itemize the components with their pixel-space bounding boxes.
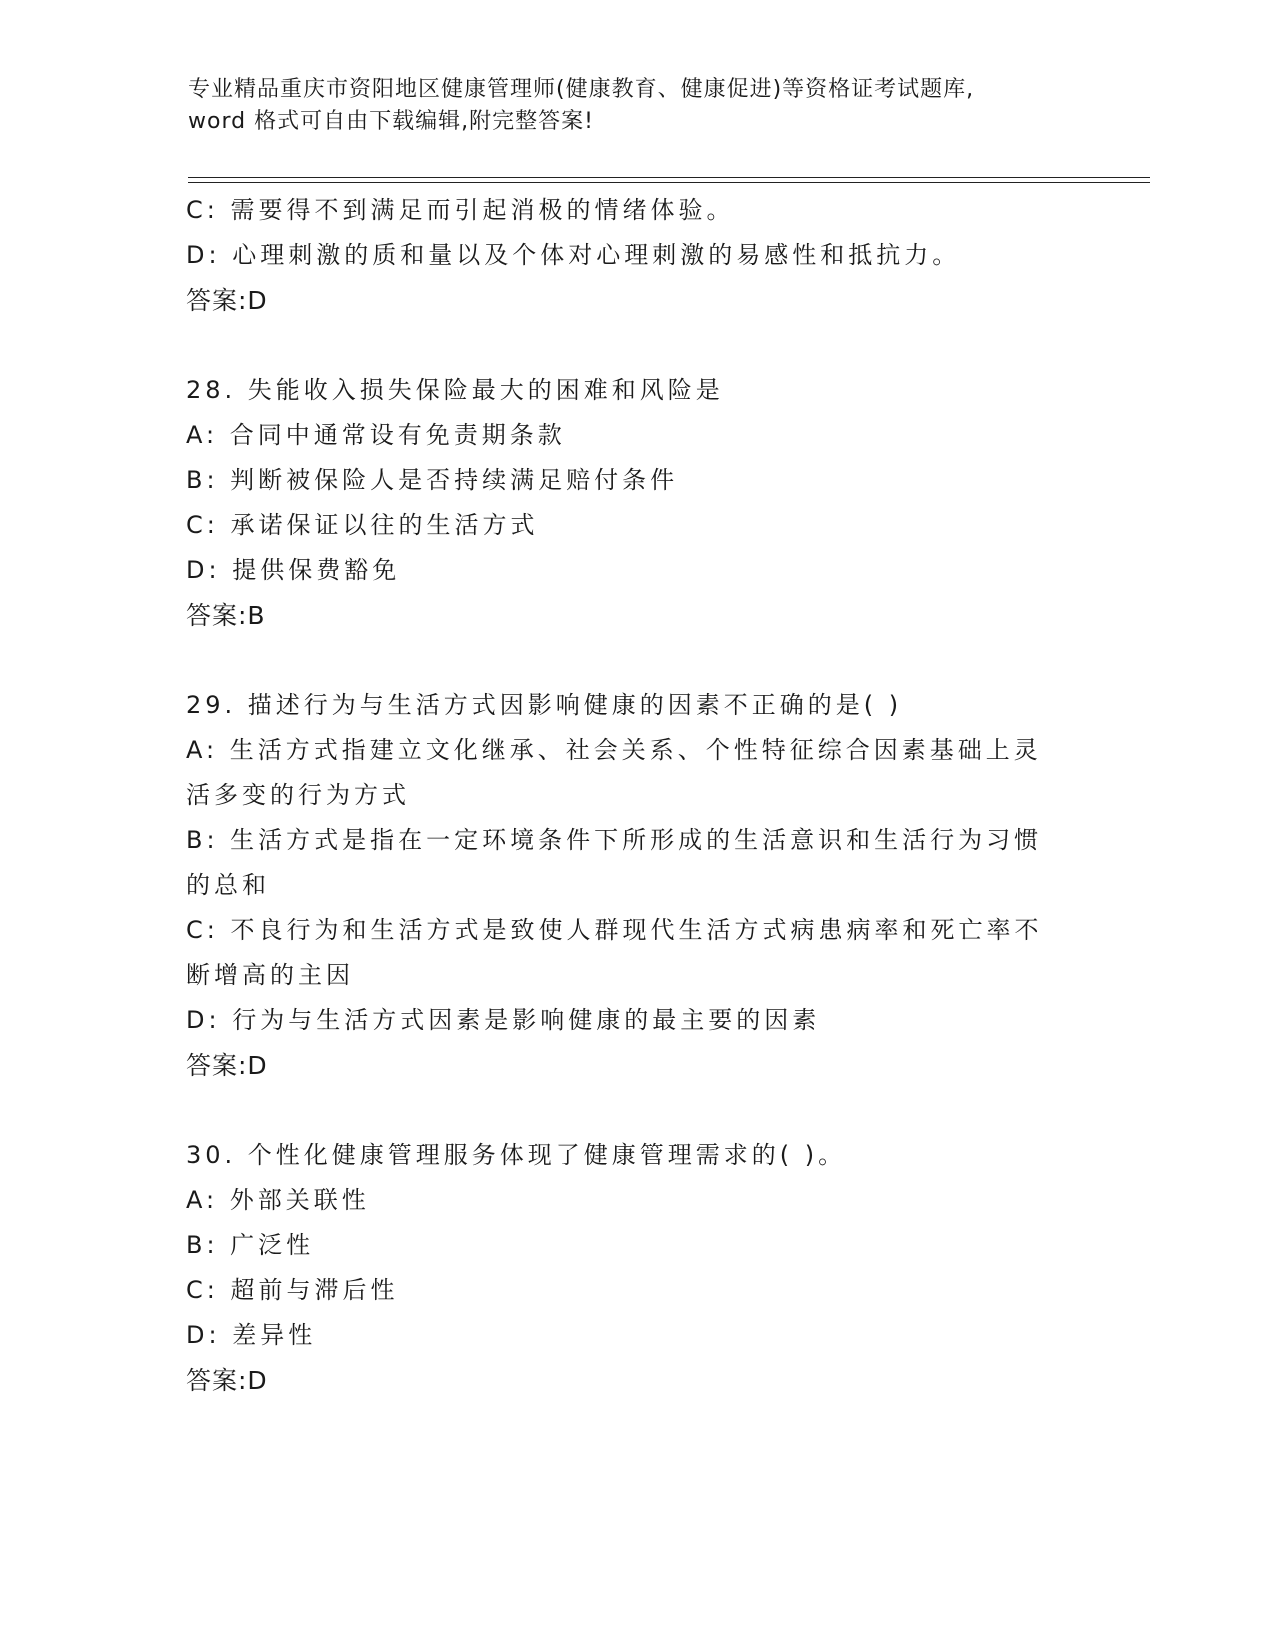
question-stem: 29. 描述行为与生活方式因影响健康的因素不正确的是( ) [186, 691, 903, 719]
spacer [186, 1088, 1086, 1133]
header-line-2: word 格式可自由下载编辑,附完整答案! [188, 109, 594, 134]
header-line-1: 专业精品重庆市资阳地区健康管理师(健康教育、健康促进)等资格证考试题库, [188, 77, 975, 102]
option-c: C: 不良行为和生活方式是致使人群现代生活方式病患病率和死亡率不断增高的主因 [186, 916, 1043, 989]
option-d: D: 行为与生活方式因素是影响健康的最主要的因素 [186, 1006, 821, 1034]
answer: 答案:D [186, 286, 268, 315]
option-a: A: 合同中通常设有免责期条款 [186, 421, 566, 449]
option-b: B: 广泛性 [186, 1231, 315, 1259]
question-stem: 28. 失能收入损失保险最大的困难和风险是 [186, 376, 724, 404]
header-divider-top [188, 177, 1150, 178]
option-d: D: 差异性 [186, 1321, 317, 1349]
answer: 答案:D [186, 1051, 268, 1080]
document-header [188, 74, 1088, 138]
answer: 答案:D [186, 1366, 268, 1395]
spacer [186, 323, 1086, 368]
question-stem: 30. 个性化健康管理服务体现了健康管理需求的( )。 [186, 1141, 847, 1169]
option-a: A: 生活方式指建立文化继承、社会关系、个性特征综合因素基础上灵活多变的行为方式 [186, 736, 1042, 809]
question-block-29 [186, 683, 1086, 1088]
option-b: B: 判断被保险人是否持续满足赔付条件 [186, 466, 679, 494]
option-a: A: 外部关联性 [186, 1186, 370, 1214]
question-content [186, 188, 1086, 1403]
header-divider-bottom [188, 182, 1150, 183]
prev-question-block [186, 188, 1086, 323]
question-block-28 [186, 368, 1086, 638]
option-d: D: 心理刺激的质和量以及个体对心理刺激的易感性和抵抗力。 [186, 241, 961, 269]
option-b: B: 生活方式是指在一定环境条件下所形成的生活意识和生活行为习惯的总和 [186, 826, 1043, 899]
option-c: C: 承诺保证以往的生活方式 [186, 511, 539, 539]
question-block-30 [186, 1133, 1086, 1403]
option-c: C: 超前与滞后性 [186, 1276, 399, 1304]
spacer [186, 638, 1086, 683]
option-d: D: 提供保费豁免 [186, 556, 401, 584]
option-c: C: 需要得不到满足而引起消极的情绪体验。 [186, 196, 735, 224]
answer: 答案:B [186, 601, 266, 630]
